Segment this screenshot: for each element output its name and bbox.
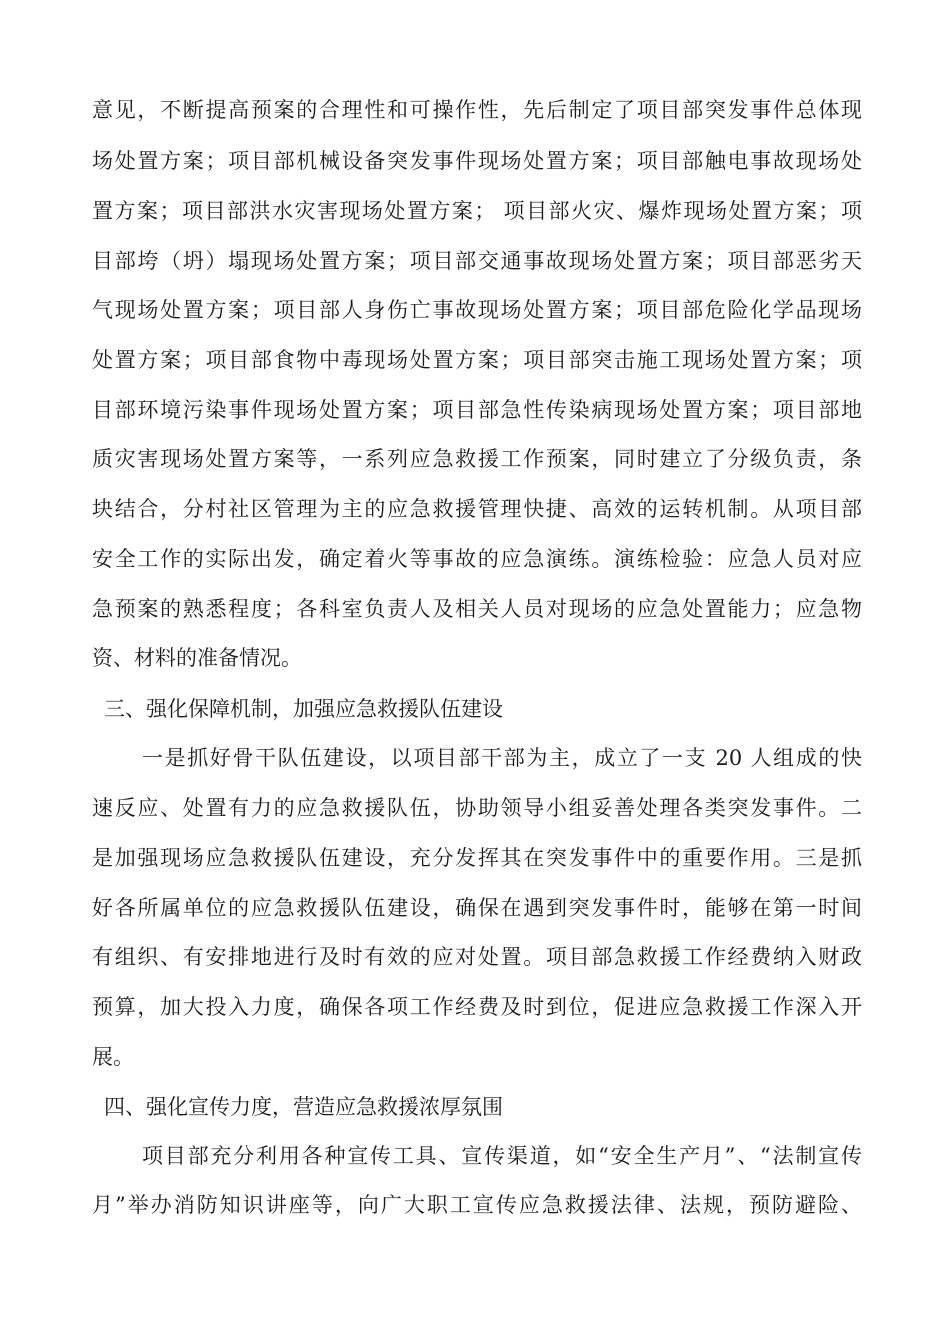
paragraph-line: 预算，加大投入力度，确保各项工作经费及时到位，促进应急救援工作深入开 [92,995,862,1019]
paragraph-line: 月”举办消防知识讲座等，向广大职工宣传应急救援法律、法规，预防避险、 [92,1193,862,1217]
section-heading: 四、强化宣传力度，营造应急救援浓厚氛围 [104,1095,503,1119]
paragraph-line: 质灾害现场处置方案等，一系列应急救援工作预案，同时建立了分级负责，条 [92,447,862,471]
paragraph-line: 安全工作的实际出发，确定着火等事故的应急演练。演练检验：应急人员对应 [92,547,862,571]
paragraph-line: 场处置方案；项目部机械设备突发事件现场处置方案；项目部触电事故现场处 [92,149,862,173]
paragraph-line: 项目部充分利用各种宣传工具、宣传渠道，如“安全生产月”、“法制宣传 [142,1144,862,1168]
paragraph-line: 展。 [92,1045,134,1069]
paragraph-line: 资、材料的准备情况。 [92,646,302,670]
paragraph-line: 气现场处置方案；项目部人身伤亡事故现场处置方案；项目部危险化学品现场 [92,298,862,322]
paragraph-line: 有组织、有安排地进行及时有效的应对处置。项目部急救援工作经费纳入财政 [92,945,862,969]
paragraph-line: 处置方案；项目部食物中毒现场处置方案；项目部突击施工现场处置方案；项 [92,348,862,372]
paragraph-line: 一是抓好骨干队伍建设，以项目部干部为主，成立了一支 20 人组成的快 [142,746,862,770]
paragraph-line: 块结合，分村社区管理为主的应急救援管理快捷、高效的运转机制。从项目部 [92,497,862,521]
paragraph-line: 目部环境污染事件现场处置方案；项目部急性传染病现场处置方案；项目部地 [92,398,862,422]
paragraph-line: 目部垮（坍）塌现场处置方案；项目部交通事故现场处置方案；项目部恶劣天 [92,249,862,273]
paragraph-line: 意见，不断提高预案的合理性和可操作性，先后制定了项目部突发事件总体现 [92,98,862,122]
paragraph-line: 速反应、处置有力的应急救援队伍，协助领导小组妥善处理各类突发事件。二 [92,796,862,820]
paragraph-line: 急预案的熟悉程度；各科室负责人及相关人员对现场的应急处置能力；应急物 [92,597,862,621]
paragraph-line: 置方案；项目部洪水灾害现场处置方案； 项目部火灾、爆炸现场处置方案；项 [92,199,862,223]
paragraph-line: 好各所属单位的应急救援队伍建设，确保在遇到突发事件时，能够在第一时间 [92,896,862,920]
paragraph-line: 是加强现场应急救援队伍建设，充分发挥其在突发事件中的重要作用。三是抓 [92,846,862,870]
section-heading: 三、强化保障机制，加强应急救援队伍建设 [104,697,503,721]
